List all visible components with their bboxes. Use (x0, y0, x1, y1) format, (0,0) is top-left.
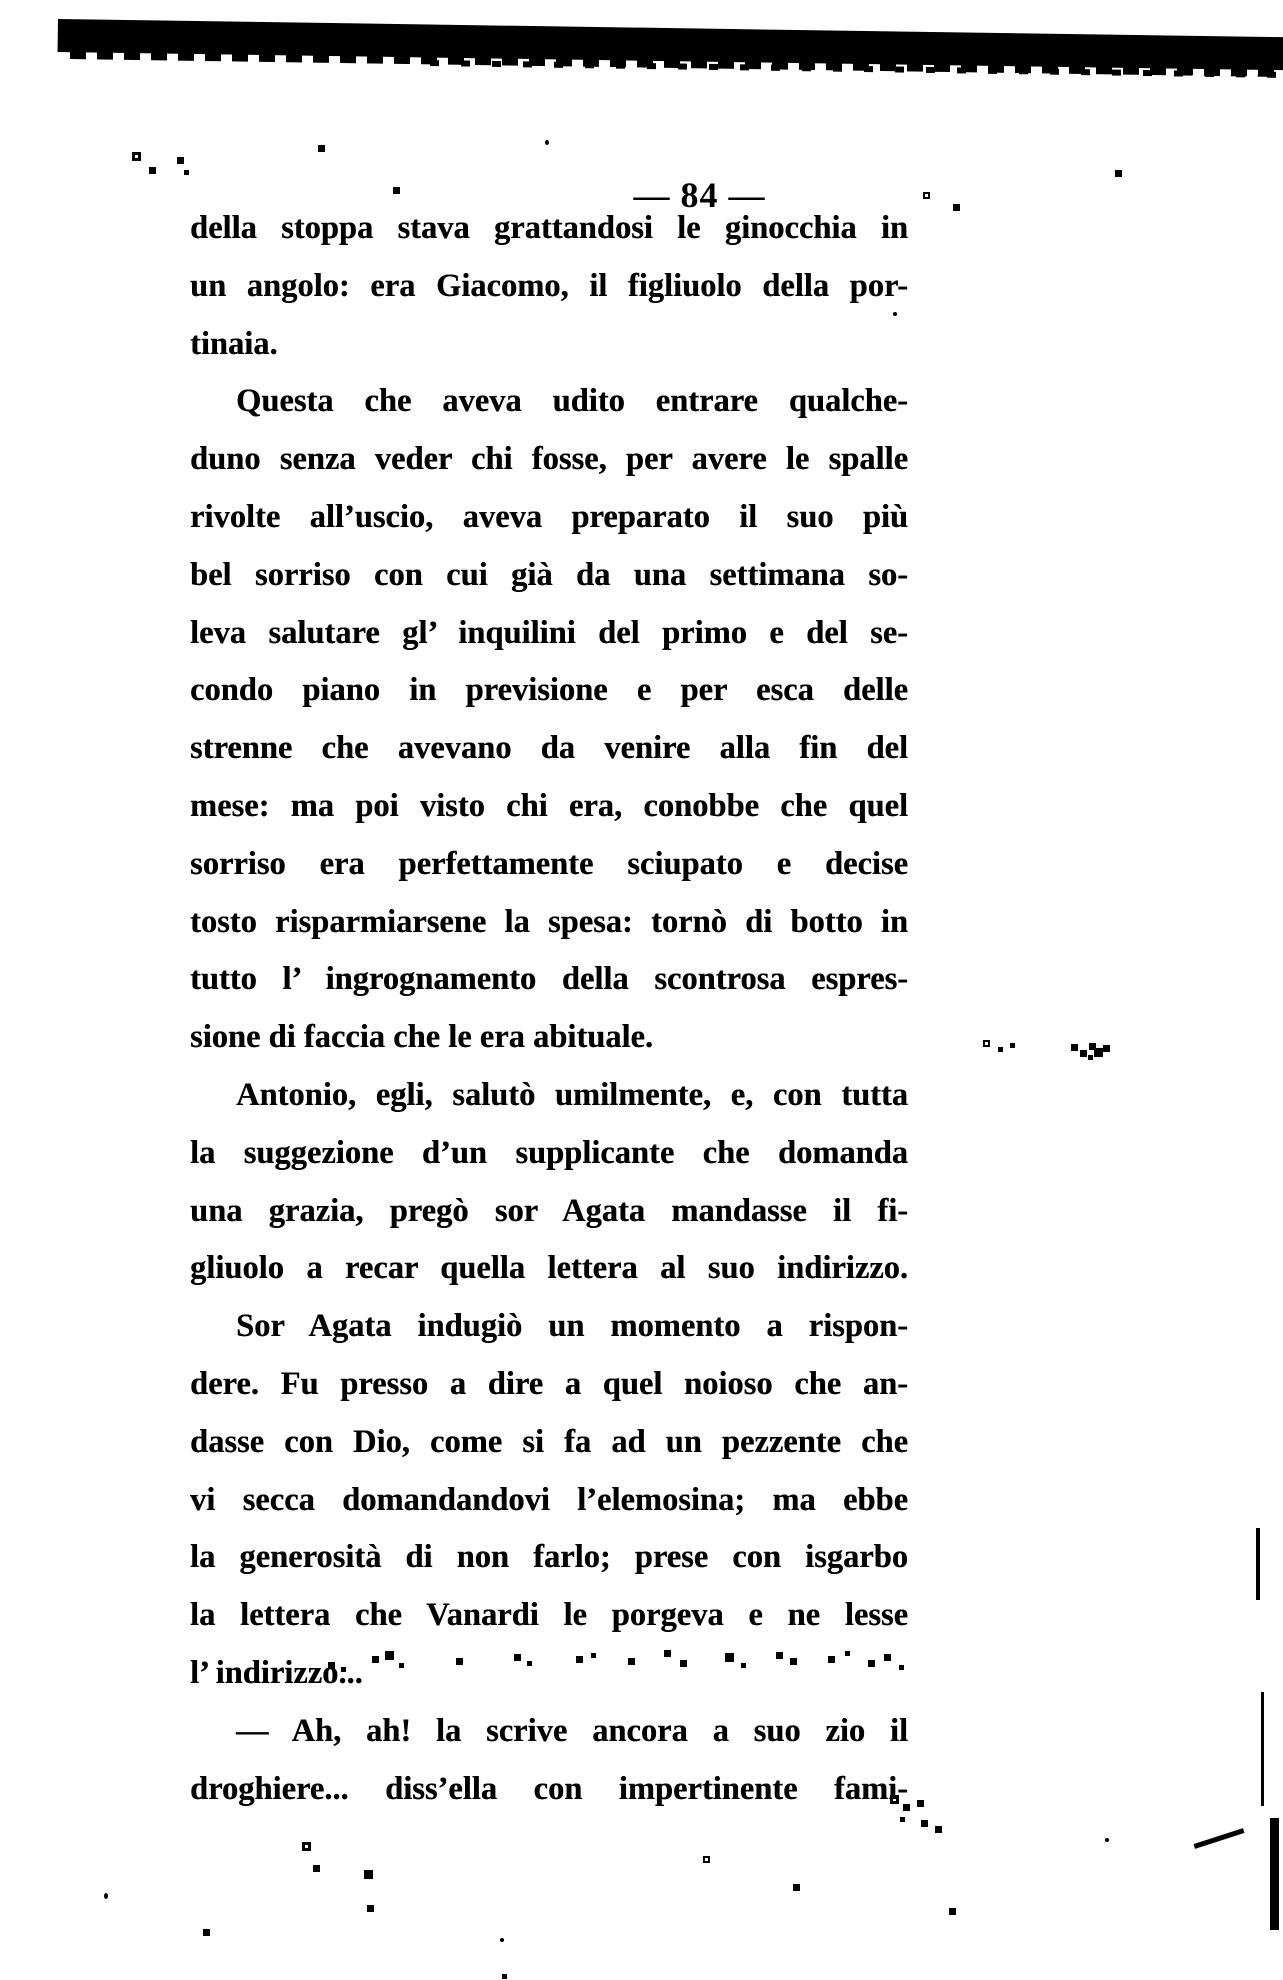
text-line: sorriso era perfettamente sciupato e decise (190, 845, 908, 882)
text-line: tinaia. (190, 325, 278, 362)
text-line: dere. Fu presso a dire a quel noioso che an- (190, 1365, 908, 1402)
text-line: droghiere... diss’ella con impertinente fami- (190, 1770, 908, 1807)
scan-speck (545, 140, 549, 145)
text-line: leva salutare gl’ inquilini del primo e del se- (190, 614, 908, 651)
text-line: vi secca domandandovi l’elemosina; ma ebbe (190, 1481, 908, 1518)
text-line: Antonio, egli, salutò umilmente, e, con tutta (236, 1076, 908, 1113)
text-line: la lettera che Vanardi le porgeva e ne lesse (190, 1597, 908, 1634)
scan-speck (1105, 1838, 1109, 1842)
text-line: sione di faccia che le era abituale. (190, 1019, 654, 1056)
text-line: mese: ma poi visto chi era, conobbe che quel (190, 787, 908, 824)
text-line: strenne che avevano da venire alla fin del (190, 730, 908, 767)
text-line: dasse con Dio, come si fa ad un pezzente che (190, 1423, 908, 1460)
text-line: duno senza veder chi fosse, per avere le spalle (190, 441, 908, 478)
text-line: rivolte all’uscio, aveva preparato il suo più (190, 498, 908, 535)
scan-artifact (135, 155, 138, 158)
text-line: tutto l’ ingrognamento della scontrosa espres- (190, 961, 908, 998)
ink-smudge (330, 1650, 333, 1653)
scan-artifact (705, 1858, 708, 1861)
edge-mark (1261, 1692, 1264, 1806)
text-line: gliuolo a recar quella lettera al suo indirizzo. (190, 1250, 908, 1287)
text-line: la generosità di non farlo; prese con isgarbo (190, 1539, 908, 1576)
text-line: della stoppa stava grattandosi le ginocchia in (190, 210, 908, 246)
scan-artifact (305, 1845, 308, 1848)
text-line: condo piano in previsione e per esca delle (190, 672, 908, 709)
text-line: una grazia, pregò sor Agata mandasse il fi- (190, 1192, 908, 1229)
text-line: bel sorriso con cui già da una settimana so- (190, 556, 908, 593)
text-line: Sor Agata indugiò un momento a rispon- (236, 1308, 908, 1345)
text-line: un angolo: era Giacomo, il figliuolo della por- (190, 267, 908, 304)
scan-artifact (925, 194, 928, 197)
edge-mark (1270, 1818, 1279, 1930)
scan-speck (104, 1893, 108, 1899)
ink-smudge (893, 1798, 896, 1801)
text-line: — Ah, ah! la scrive ancora a suo zio il (236, 1712, 908, 1749)
edge-mark (1256, 1528, 1260, 1600)
ink-smudge (985, 1042, 988, 1045)
text-line: l’ indirizzo... (190, 1654, 363, 1691)
edge-mark (1194, 1828, 1245, 1849)
scan-speck (500, 1938, 504, 1942)
text-line: la suggezione d’un supplicante che domanda (190, 1134, 908, 1171)
page-number-header: — 84 — (633, 175, 766, 215)
scan-speck (1115, 172, 1121, 175)
text-line: Questa che aveva udito entrare qualche- (236, 383, 908, 420)
text-line: tosto risparmiarsene la spesa: tornò di botto in (190, 903, 908, 940)
text-block (190, 200, 908, 1818)
scan-speck (893, 312, 897, 316)
